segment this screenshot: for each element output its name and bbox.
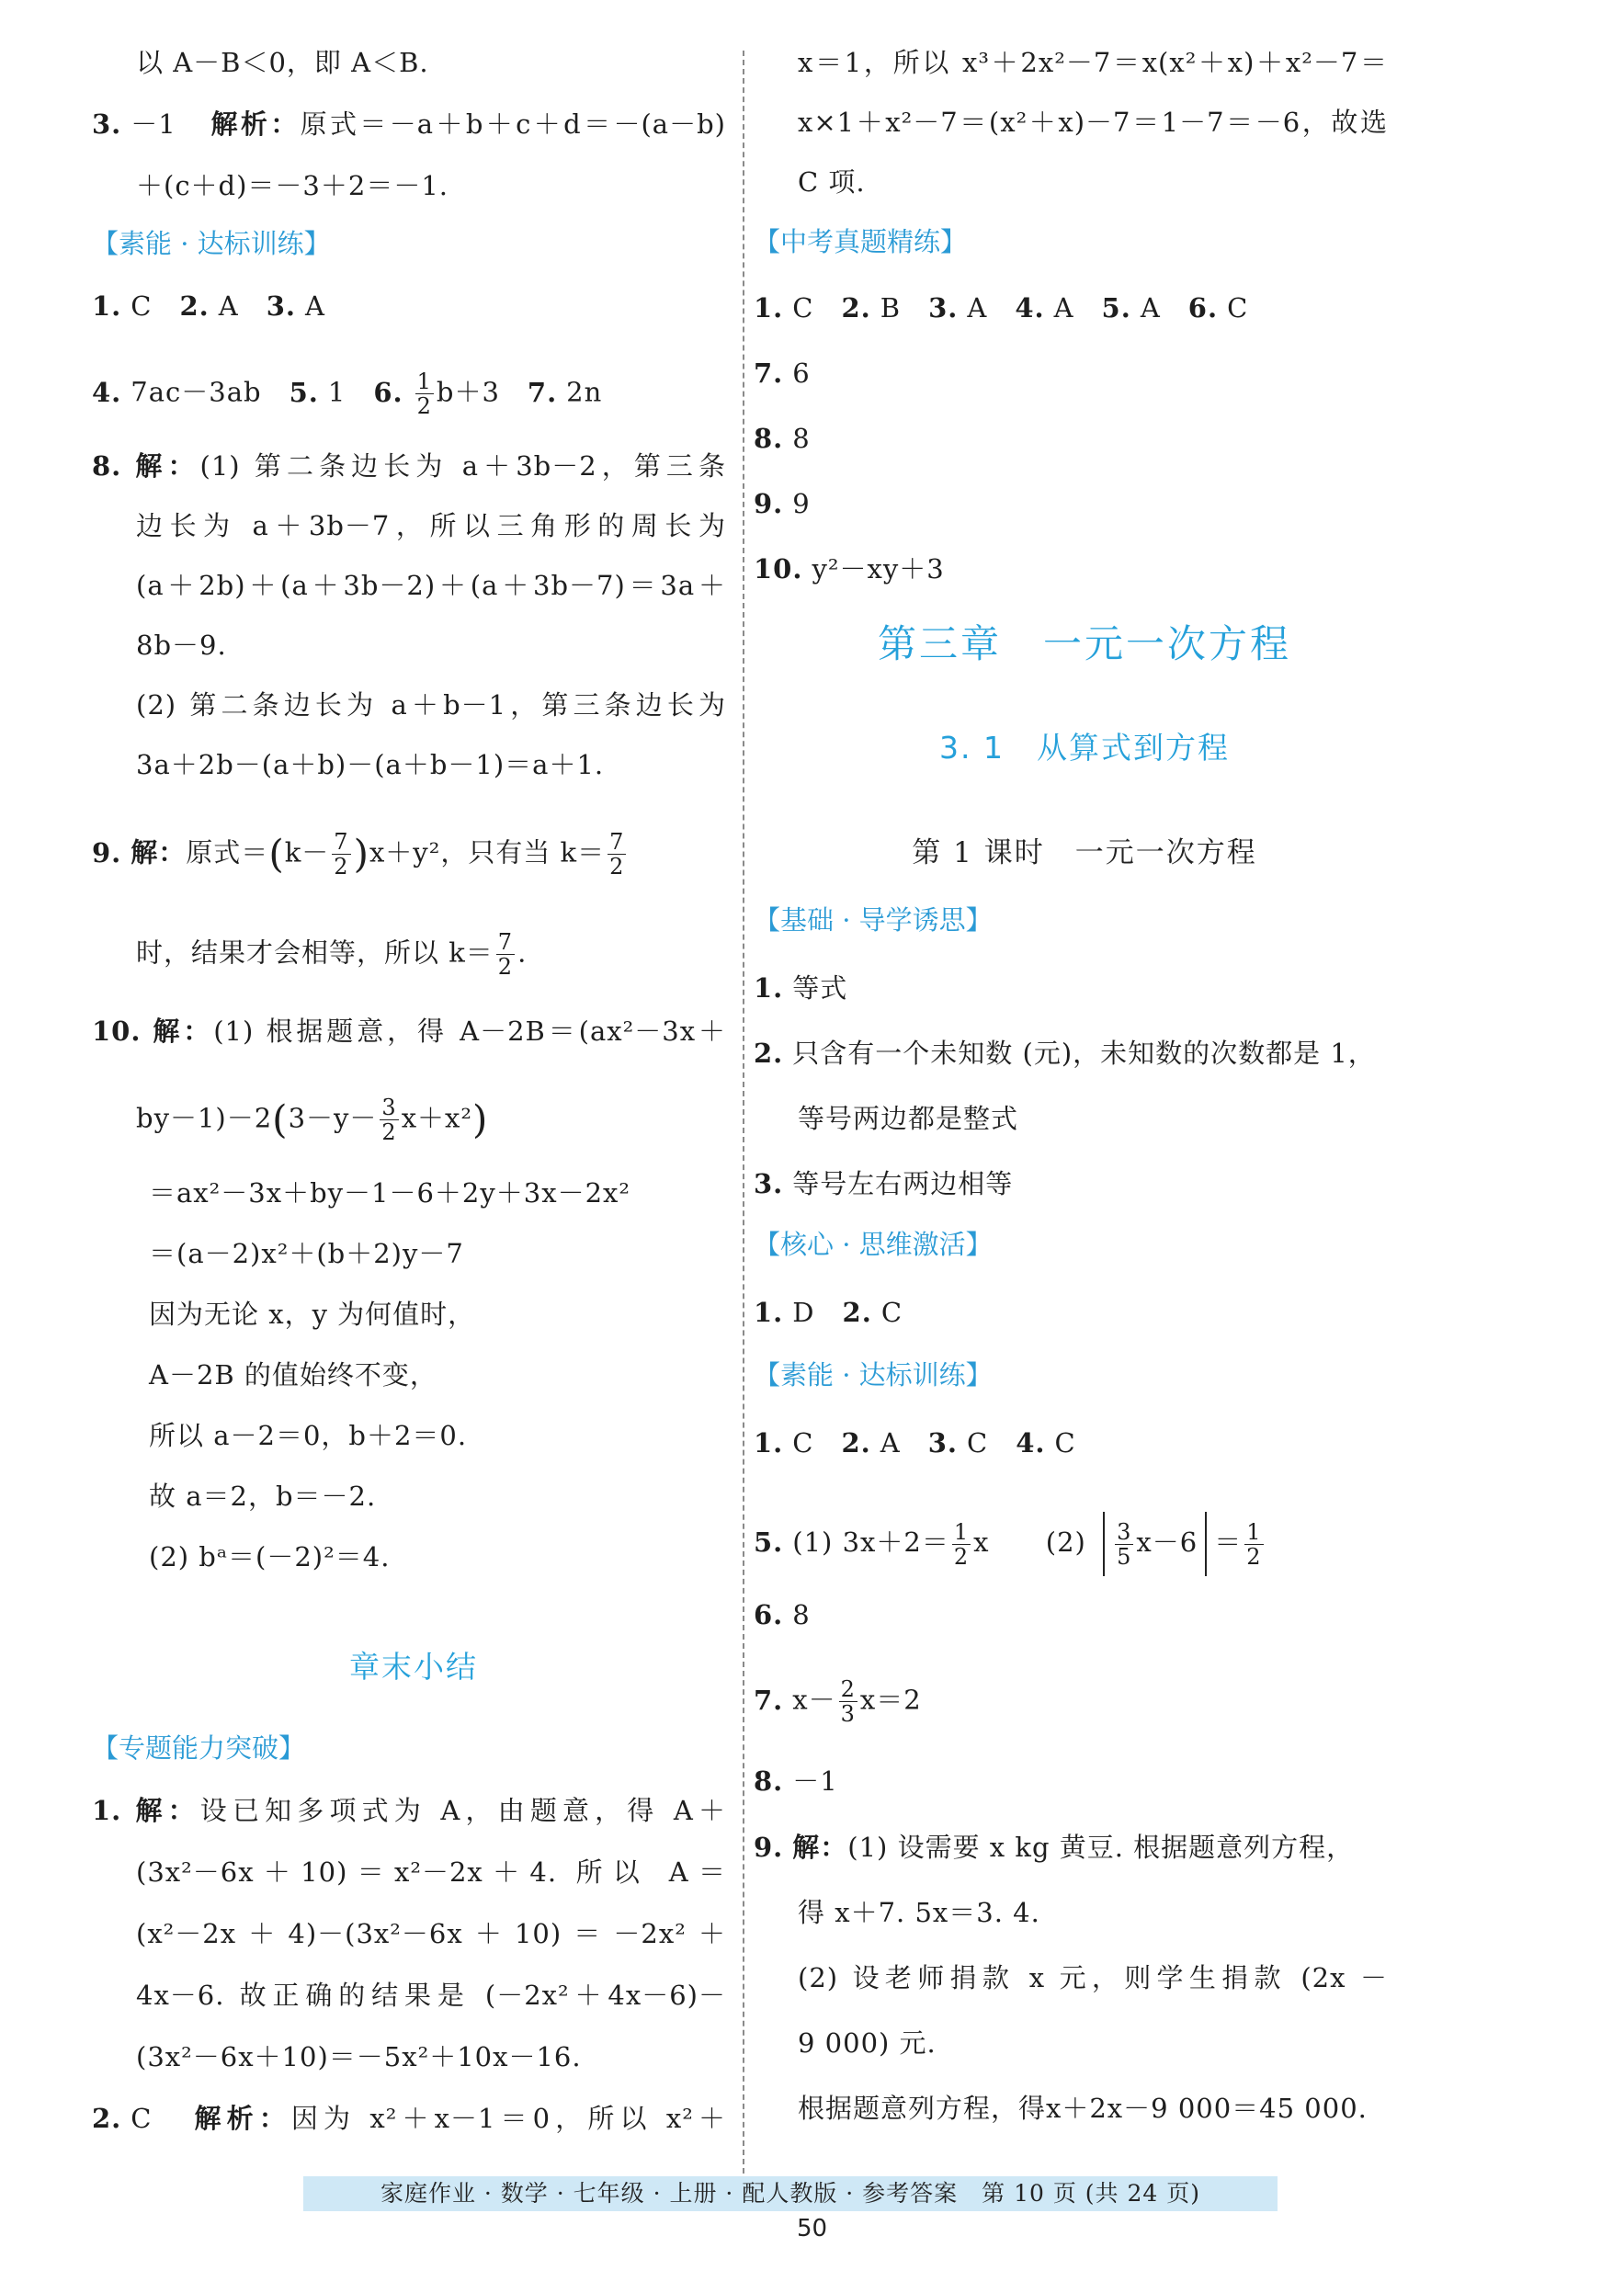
text-line: (3x²－6x＋10)＝x²－2x＋4. 所以 A＝ bbox=[136, 1856, 726, 1888]
answer-row: 1. C 2. A 3. A bbox=[92, 290, 325, 322]
fraction: $\frac{1}{2}$ bbox=[1246, 1518, 1262, 1570]
text-line: by－1)－2(3－y－ $\frac{3}{2}$ x＋x²) bbox=[136, 1095, 489, 1145]
answer-5: 5. (1) 3x＋2＝ $\frac{1}{2}$ x (2) $\frac{3}{5}$ x－6 ＝ $\frac{1}{2}$ bbox=[754, 1512, 1266, 1576]
text-line: 4x－6. 故正确的结果是 (－2x²＋4x－6)－ bbox=[136, 1980, 726, 2011]
text-line: ＝ax²－3x＋by－1－6＋2y＋3x－2x² bbox=[149, 1177, 630, 1209]
text-line: 得 x＋7. 5x＝3. 4. bbox=[798, 1897, 1040, 1928]
section-title: 3. 1 从算式到方程 bbox=[939, 730, 1230, 766]
text-line: 边长为 a＋3b－7，所以三角形的周长为 bbox=[136, 510, 726, 541]
answer-row: 4. 7ac－3ab 5. 1 6. $\frac{1}{2}$ b＋3 7. 2n bbox=[92, 369, 603, 419]
text-line: 8b－9. bbox=[136, 630, 227, 661]
answer-8: 8. 解：(1) 第二条边长为 a＋3b－2，第三条 bbox=[92, 450, 726, 482]
text-line: 所以 a－2＝0，b＋2＝0. bbox=[149, 1420, 468, 1451]
fraction: $\frac{7}{2}$ bbox=[609, 829, 625, 880]
fraction: $\frac{3}{2}$ bbox=[381, 1095, 397, 1145]
section-label: 【素能 · 达标训练】 bbox=[754, 1359, 993, 1391]
answer-9: 9. 解：(1) 设需要 x kg 黄豆. 根据题意列方程， bbox=[754, 1832, 1355, 1863]
fraction: $\frac{3}{5}$ bbox=[1117, 1518, 1132, 1570]
footer-band: 家庭作业 · 数学 · 七年级 · 上册 · 配人教版 · 参考答案 第 10 页 (共 24 页) bbox=[303, 2176, 1278, 2211]
text-line: (2) 设老师捐款 x 元，则学生捐款 (2x － bbox=[798, 1962, 1388, 1993]
summary-answer-1: 1. 解：设已知多项式为 A，由题意，得 A＋ bbox=[92, 1795, 726, 1826]
text-line: 根据题意列方程，得x＋2x－9 000＝45 000. bbox=[798, 2093, 1368, 2124]
fraction: $\frac{1}{2}$ bbox=[416, 369, 432, 419]
text-line: ＝(a－2)x²＋(b＋2)y－7 bbox=[149, 1238, 464, 1269]
answer-9: 9. 9 bbox=[754, 488, 811, 519]
text-line: 时，结果才会相等，所以 k＝ $\frac{7}{2}$ . bbox=[136, 929, 528, 980]
answer-10: 10. y²－xy＋3 bbox=[754, 553, 945, 585]
answer-7: 7. x－ $\frac{2}{3}$ x＝2 bbox=[754, 1676, 922, 1727]
page-number: 50 bbox=[796, 2215, 828, 2242]
fraction: $\frac{7}{2}$ bbox=[334, 829, 349, 880]
answer-7: 7. 6 bbox=[754, 358, 811, 389]
answer-8: 8. －1 bbox=[754, 1765, 838, 1797]
basic-answer-3: 3. 等号左右两边相等 bbox=[754, 1168, 1014, 1199]
column-divider bbox=[743, 51, 744, 2174]
text-line: (2) 第二条边长为 a＋b－1，第三条边长为 bbox=[136, 689, 726, 721]
heading-chapter-summary: 章末小结 bbox=[349, 1649, 478, 1685]
text-line: A－2B 的值始终不变， bbox=[149, 1359, 437, 1391]
chapter-title: 第三章 一元一次方程 bbox=[877, 621, 1291, 666]
text-line: 3a＋2b－(a＋b)－(a＋b－1)＝a＋1. bbox=[136, 749, 605, 780]
text-line: 9 000) 元. bbox=[798, 2027, 937, 2059]
text-line: (2) bᵃ＝(－2)²＝4. bbox=[149, 1541, 391, 1572]
text-line: 以 A－B＜0，即 A＜B. bbox=[136, 47, 429, 78]
answer-10: 10. 解：(1) 根据题意，得 A－2B＝(ax²－3x＋ bbox=[92, 1016, 726, 1047]
text-line: (x²－2x＋4)－(3x²－6x＋10)＝－2x²＋ bbox=[136, 1918, 726, 1949]
answer-9: 9. 解：原式＝(k－ $\frac{7}{2}$ )x＋y²，只有当 k＝ $\frac{7}{2}$ bbox=[92, 829, 625, 880]
text-line: (a＋2b)＋(a＋3b－2)＋(a＋3b－7)＝3a＋ bbox=[136, 570, 726, 601]
answer-row: 1. D 2. C bbox=[754, 1297, 903, 1328]
section-label: 【素能 · 达标训练】 bbox=[92, 228, 331, 259]
section-label: 【专题能力突破】 bbox=[92, 1732, 306, 1764]
section-label: 【核心 · 思维激活】 bbox=[754, 1229, 993, 1260]
fraction: $\frac{2}{3}$ bbox=[840, 1676, 856, 1727]
lesson-title: 第 1 课时 一元一次方程 bbox=[912, 836, 1257, 869]
text-line: 因为无论 x，y 为何值时， bbox=[149, 1299, 476, 1330]
answer-3: 3. －1 解析：原式＝－a＋b＋c＋d＝－(a－b) bbox=[92, 108, 726, 140]
text-line: 故 a＝2，b＝－2. bbox=[149, 1481, 377, 1512]
basic-answer-1: 1. 等式 bbox=[754, 972, 848, 1004]
fraction: $\frac{7}{2}$ bbox=[497, 929, 514, 980]
basic-answer-2: 2. 只含有一个未知数 (元)，未知数的次数都是 1， bbox=[754, 1038, 1376, 1069]
summary-answer-2: 2. C 解析：因为 x²＋x－1＝0，所以 x²＋ bbox=[92, 2103, 727, 2134]
answer-8: 8. 8 bbox=[754, 423, 811, 454]
fraction: $\frac{1}{2}$ bbox=[953, 1518, 970, 1570]
answer-row: 1. C 2. A 3. C 4. C bbox=[754, 1427, 1076, 1459]
text-line: C 项. bbox=[798, 166, 866, 198]
answer-6: 6. 8 bbox=[754, 1599, 811, 1630]
text-line: ＋(c＋d)＝－3＋2＝－1. bbox=[136, 170, 449, 201]
text-line: 等号两边都是整式 bbox=[798, 1103, 1019, 1134]
text-line: x×1＋x²－7＝(x²＋x)－7＝1－7＝－6，故选 bbox=[798, 107, 1388, 138]
section-label: 【基础 · 导学诱思】 bbox=[754, 904, 993, 936]
text-line: (3x²－6x＋10)＝－5x²＋10x－16. bbox=[136, 2041, 582, 2072]
answer-row: 1. C 2. B 3. A 4. A 5. A 6. C bbox=[754, 292, 1249, 324]
section-label: 【中考真题精练】 bbox=[754, 226, 968, 257]
text-line: x＝1，所以 x³＋2x²－7＝x(x²＋x)＋x²－7＝ bbox=[798, 47, 1388, 78]
